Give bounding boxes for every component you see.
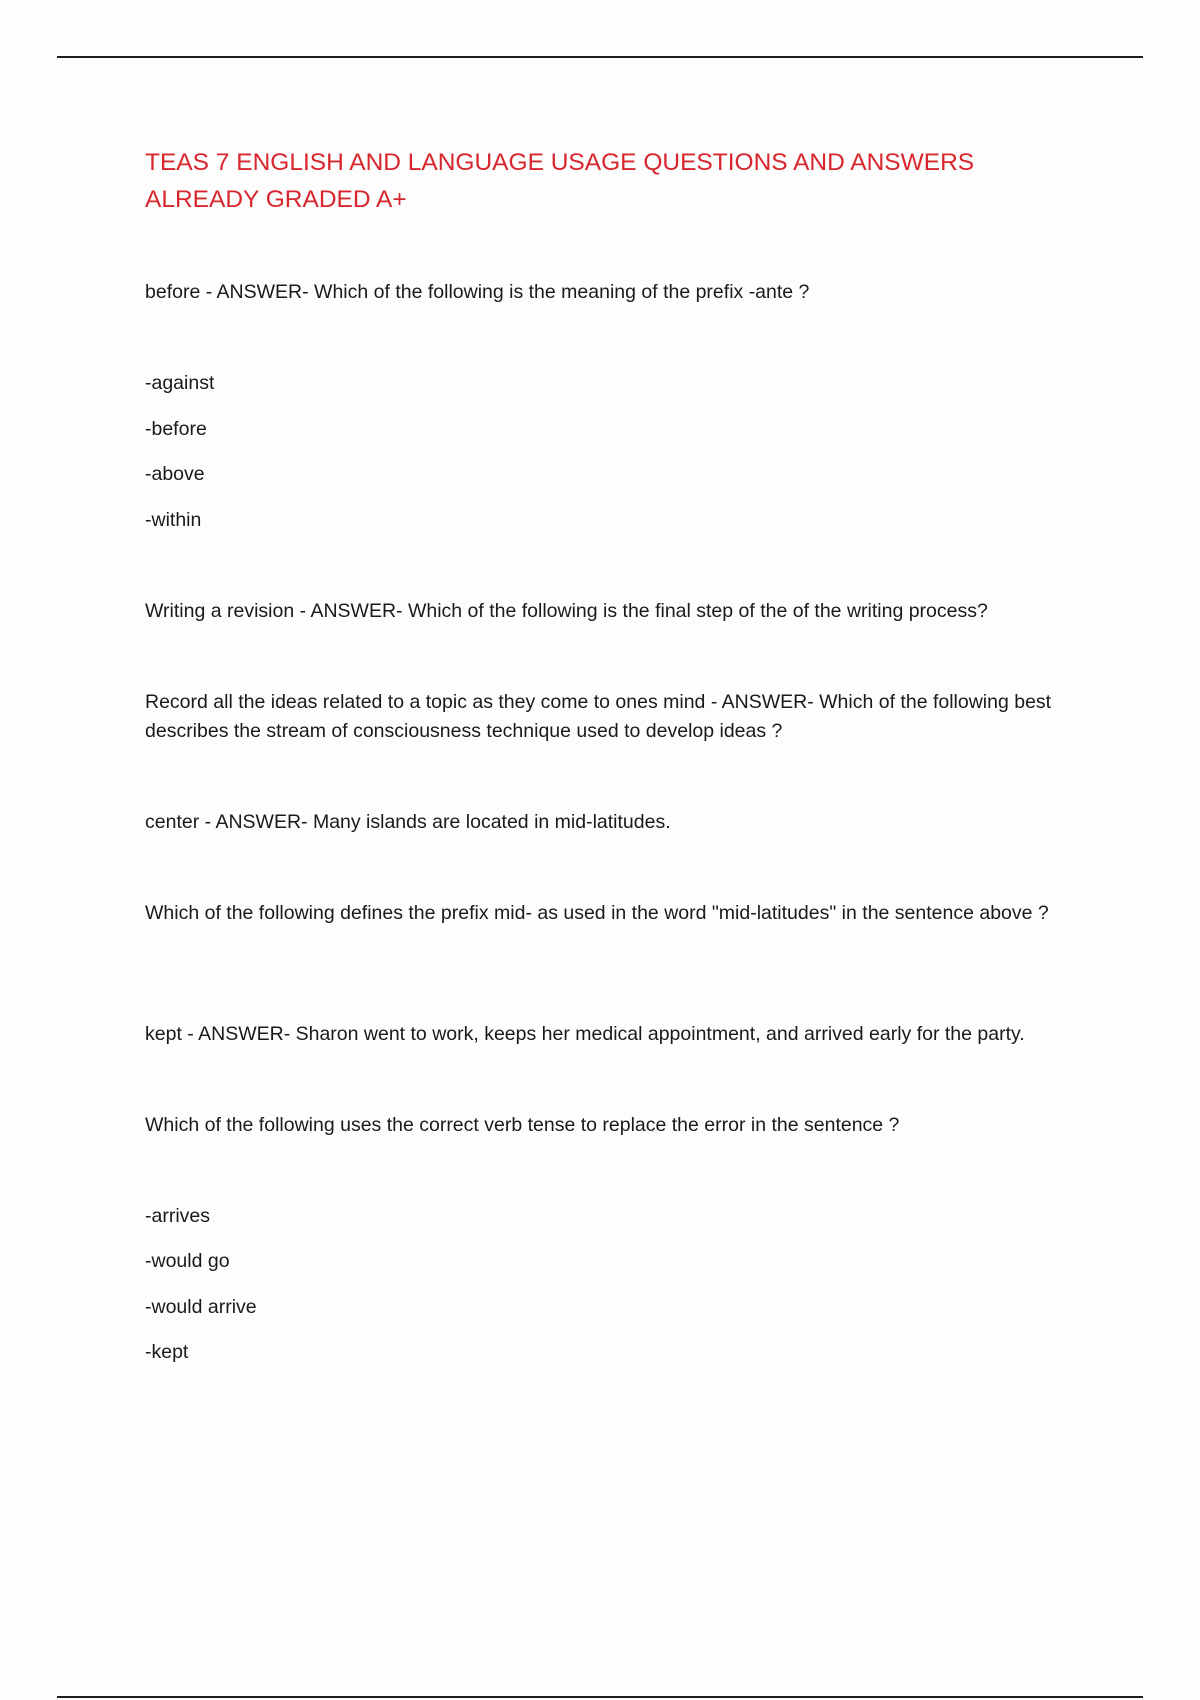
q1-option-4: -within [145,509,202,531]
question-1: before - ANSWER- Which of the following is the meaning of the prefix -ante ? [145,281,810,303]
q5-option-3: -would arrive [145,1296,257,1318]
q1-option-1: -against [145,372,215,394]
q5-option-4: -kept [145,1341,189,1363]
page-bottom-rule [57,1696,1143,1698]
document-title: TEAS 7 ENGLISH AND LANGUAGE USAGE QUESTIONS AND ANSWERS ALREADY GRADED A+ [145,149,975,213]
q1-option-2: -before [145,418,207,440]
page-top-rule [57,56,1143,58]
question-4: center - ANSWER- Many islands are located in mid-latitudes. [145,811,671,833]
question-5: kept - ANSWER- Sharon went to work, keeps her medical appointment, and arrived early for the party. [145,1023,1025,1045]
question-3: Record all the ideas related to a topic as they come to ones mind - ANSWER- Which of the following best describes the stream of consciousness technique used to develop ideas ? [145,691,1052,742]
question-5-followup: Which of the following uses the correct verb tense to replace the error in the sentence ? [145,1114,900,1136]
q5-option-1: -arrives [145,1205,211,1227]
q1-option-3: -above [145,463,205,485]
question-2: Writing a revision - ANSWER- Which of the following is the final step of the of the writing process? [145,600,988,622]
question-4-followup: Which of the following defines the prefix mid- as used in the word "mid-latitudes" in the sentence above ? [145,902,1049,924]
q5-option-2: -would go [145,1250,230,1272]
